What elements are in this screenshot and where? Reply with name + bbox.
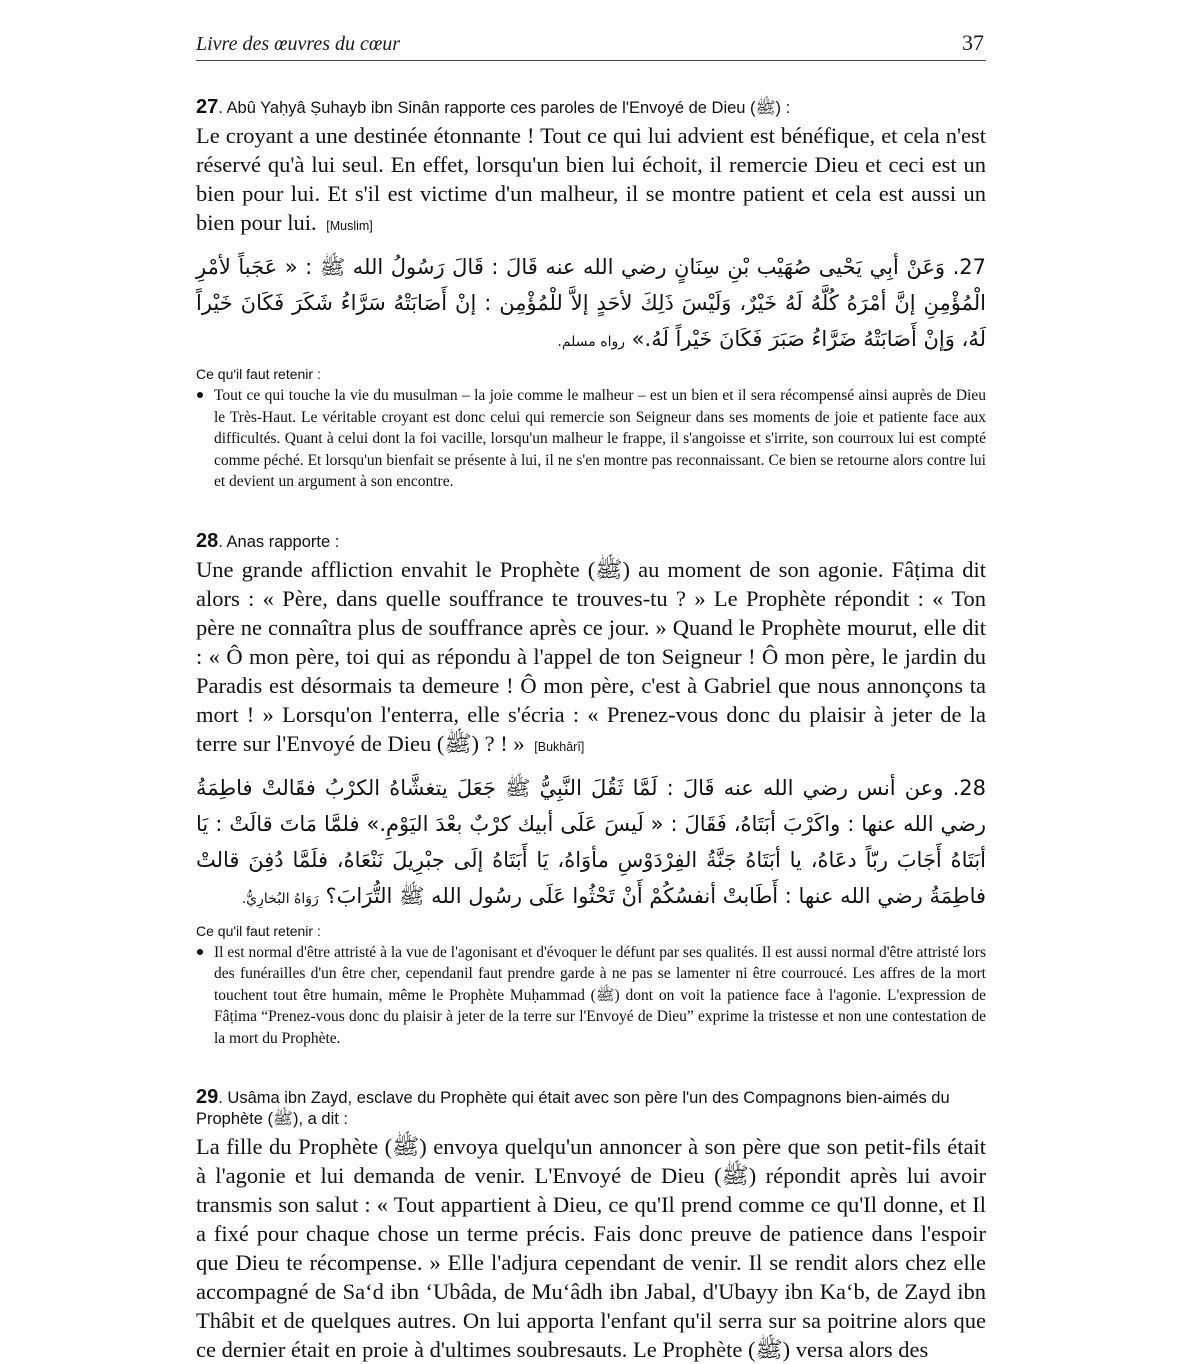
retain-list xyxy=(196,385,986,493)
header-rule xyxy=(196,60,986,61)
bullet-icon xyxy=(197,949,203,955)
arabic-source: رَوَاهُ البُخارِيُّ. xyxy=(241,890,319,907)
hadith-narrator-line: . Anas rapporte : xyxy=(218,532,340,551)
retain-point-text: Il est normal d'être attristé à la vue de l'agonisant et d'évoquer le défunt par ses qualités. Il est aussi normal d'être attristé lors des funérailles d'un être cher, cependanil faut prendre garde à ne pas se lamenter ni être courroucé. Les affres de la mort touchent tout être humain, même le Prophète Muḥammad (ﷺ) dont on voit la patience face à l'agonie. L'expression de Fâṭima “Prenez-vous donc du plaisir à jeter de la terre sur l'Envoyé de Dieu” exprime la tristesse et non une contestation de la mort du Prophète. xyxy=(214,943,986,1047)
arabic-body: 28. وعن أنس رضي الله عنه قَالَ : لَمَّا ثَقُلَ النَّبِيُّ ﷺ جَعَلَ يتغشَّاهُ الكرْبُ فقَالتْ فاطِمَةُ رضي الله عنها : واكَرْبَ أبَتَاهُ، فَقَالَ : « لَيسَ عَلَى أبيك كرْبٌ بعْدَ اليَوْمِ.» فلمَّا مَاتَ قالَتْ : يَا أبَتَاهُ أَجَابَ ربّاً دعَاهُ، يا أبَتَاهُ جَنَّةُ الفِرْدَوْسِ مأوَاهُ، يَا أَبَتَاهُ إلَى جبْرِيلَ نَنْعَاهُ، فلَمَّا دُفِنَ قالتْ فاطِمَةُ رضي الله عنها : أَطَابتْ أنفسُكُمْ أَنْ تَحْثُوا عَلَى رسُول الله ﷺ التُّرَابَ؟ xyxy=(196,775,986,908)
page-number: 37 xyxy=(962,30,984,55)
bullet-icon xyxy=(197,392,203,398)
hadith-arabic-text xyxy=(196,249,986,360)
hadith-narrator-line: . Usâma ibn Zayd, esclave du Prophète qui était avec son père l'un des Compagnons bien-aimés du Prophète (ﷺ), a dit : xyxy=(196,1089,950,1128)
hadith-body: La fille du Prophète (ﷺ) envoya quelqu'un annoncer à son père que son petit-fils était à l'agonie et lui demanda de venir. L'Envoyé de Dieu (ﷺ) répondit après lui avoir transmis son salut : « Tout appartient à Dieu, ce qu'Il prend comme ce qu'Il donne, et Il a fixé pour chaque chose un terme précis. Fais donc preuve de patience dans l'espoir que Dieu te récompense. » Elle l'adjura cependant de venir. Il se rendit alors chez elle accompagné de Sa‘d ibn ‘Ubâda, de Mu‘âdh ibn Jabal, d'Ubayy ibn Ka‘b, de Zayd ibn Thâbit et de quelques autres. On lui apporta l'enfant qu'il serra sur sa poitrine alors que ce dernier était en proie à d'ultimes soubresauts. Le Prophète (ﷺ) versa alors des xyxy=(196,1134,987,1362)
hadith-intro xyxy=(196,97,986,119)
hadith-narrator-line: . Abû Yaḥyâ Ṣuhayb ibn Sinân rapporte ces paroles de l'Envoyé de Dieu (ﷺ) : xyxy=(218,99,791,117)
book-page xyxy=(196,24,986,1364)
hadith-number: 27 xyxy=(196,96,219,118)
retain-label: Ce qu'il faut retenir : xyxy=(196,922,321,939)
arabic-source: رواه مسلم. xyxy=(557,334,625,350)
hadith-number: 29 xyxy=(196,1086,219,1108)
hadith-french-text xyxy=(196,1132,986,1364)
hadith-27 xyxy=(196,97,986,493)
retain-label: Ce qu'il faut retenir : xyxy=(196,366,321,382)
hadith-29 xyxy=(196,1087,986,1364)
book-title: Livre des œuvres du cœur xyxy=(196,33,401,55)
hadith-body: Une grande affliction envahit le Prophète (ﷺ) au moment de son agonie. Fâṭima dit alors : « Père, dans quelle souffrance te trouves-tu ? » Le Prophète répondit : « Ton père ne connaîtra plus de souffrance après ce jour. » Quand le Prophète mourut, elle dit : « Ô mon père, toi qui as répondu à l'appel de ton Seigneur ! Ô mon père, le jardin du Paradis est désormais ta demeure ! Ô mon père, c'est à Gabriel que nous annonçons ta mort ! » Lorsqu'on l'enterra, elle s'écria : « Prenez-vous donc du plaisir à jeter de la terre sur l'Envoyé de Dieu (ﷺ) ? ! » xyxy=(196,556,986,756)
hadith-intro xyxy=(196,1087,986,1130)
hadith-intro xyxy=(196,531,986,553)
hadith-28 xyxy=(196,531,986,1050)
hadith-source: [Bukhârî] xyxy=(534,739,585,754)
hadith-source: [Muslim] xyxy=(326,219,373,233)
retain-point xyxy=(196,942,986,1050)
hadith-body: Le croyant a une destinée étonnante ! Tout ce qui lui advient est bénéfique, et cela n'est réservé qu'à lui seul. En effet, lorsqu'un bien lui échoit, il remercie Dieu et ceci est un bien pour lui. Et s'il est victime d'un malheur, il se montre patient et cela est aussi un bien pour lui. xyxy=(196,123,986,235)
arabic-body: 27. وَعَنْ أبِي يَحْيى صُهَيْب بْنِ سِنَانٍ رضي الله عنه قَالَ : قَالَ رَسُولُ الله ﷺ : « عَجَباً لأمْرِ الْمُؤْمِنِ إنَّ أمْرَهُ كُلَّهُ لَهُ خَيْرٌ، وَلَيْسَ ذَلِكَ لأحَدٍ إلاَّ للْمُؤْمِن : إنْ أَصَابَتْهُ سَرَّاءُ شَكَرَ فَكَانَ خَيْراً لَهُ، وَإنْ أَصَابَتْهُ ضَرَّاءُ صَبَرَ فَكَانَ خَيْراً لَهُ.» xyxy=(196,255,986,351)
retain-list xyxy=(196,942,986,1050)
hadith-french-text xyxy=(196,121,986,241)
retain-point xyxy=(196,385,986,493)
running-header xyxy=(196,24,986,56)
hadith-number: 28 xyxy=(196,529,219,552)
hadith-french-text xyxy=(196,555,986,762)
hadith-arabic-text xyxy=(196,770,986,917)
retain-point-text: Tout ce qui touche la vie du musulman – la joie comme le malheur – est un bien et il sera récompensé ainsi auprès de Dieu le Très-Haut. Le véritable croyant est donc celui qui remercie son Seigneur dans ses moments de joie et patiente face aux difficultés. Quant à celui dont la foi vacille, lorsqu'un malheur le frappe, il s'angoisse et s'irrite, son courroux lui est compté comme péché. Et lorsqu'un bienfait se présente à lui, il ne s'en montre pas reconnaissant. Ce bien se retourne alors contre lui et devient un argument à son encontre. xyxy=(214,387,986,490)
